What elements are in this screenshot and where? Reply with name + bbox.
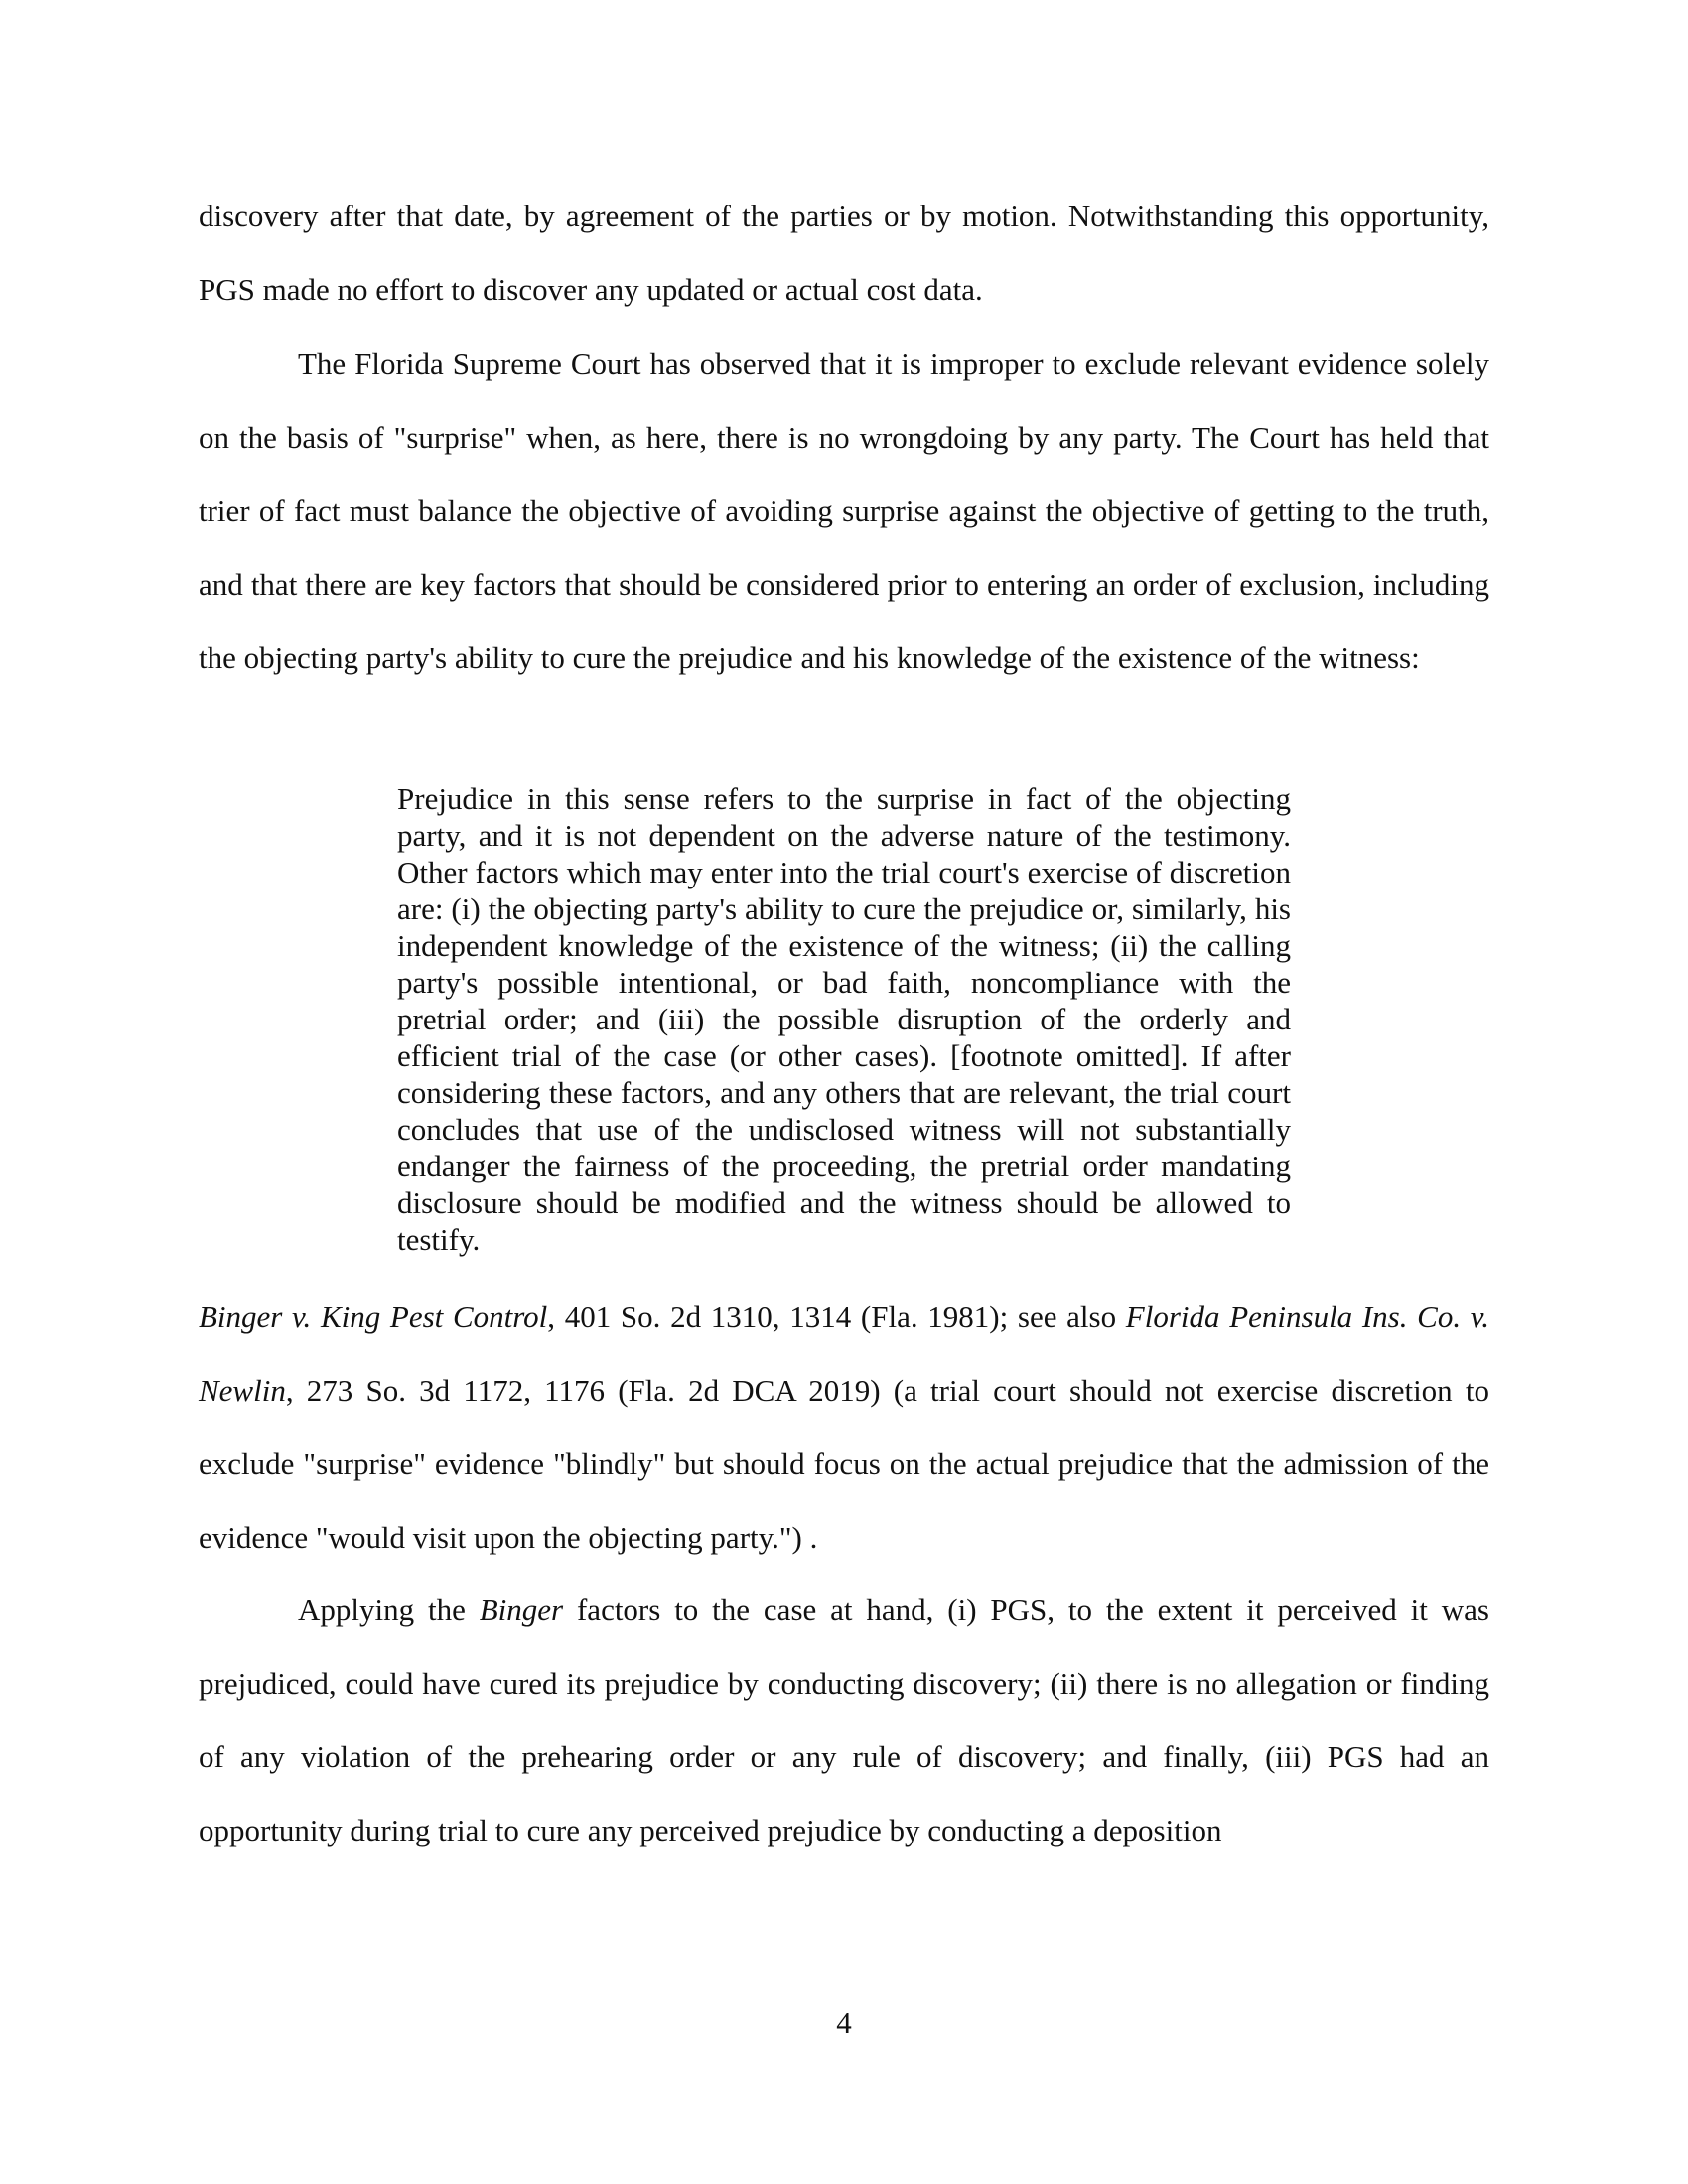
case-name-newlin: Florida Peninsula Ins. Co. v. Newlin bbox=[199, 1299, 1490, 1408]
page-number: 4 bbox=[836, 2005, 852, 2040]
paragraph-discovery: discovery after that date, by agreement of the parties or by motion. Notwithstanding this opportunity, PGS made no effort to discover any updated or actual cost data. bbox=[199, 199, 1489, 307]
paragraph-citation bbox=[199, 1281, 1489, 1574]
applying-text-before: Applying the bbox=[298, 1592, 480, 1627]
paragraph-florida-supreme-court: The Florida Supreme Court has observed that it is improper to exclude relevant evidence solely on the basis of "surprise" when, as here, there is no wrongdoing by any party. The Court has held that trier of fact must balance the objective of avoiding surprise against the objective of getting to the truth, and that there are key factors that should be considered prior to entering an order of exclusion, including the objecting party's ability to cure the prejudice and his knowledge of the existence of the witness: bbox=[199, 346, 1489, 675]
paragraph-applying-binger bbox=[199, 1573, 1489, 1867]
block-quote-binger: Prejudice in this sense refers to the surprise in fact of the objecting party, and it is not dependent on the adverse nature of the testimony. Other factors which may enter into the trial court's exercise of discretion are: (i) the objecting party's ability to cure the prejudice or, similarly, his independent knowledge of the existence of the witness; (ii) the calling party's possible intentional, or bad faith, noncompliance with the pretrial order; and (iii) the possible disruption of the orderly and efficient trial of the case (or other cases). [footnote omitted]. If after considering these factors, and any others that are relevant, the trial court concludes that use of the undisclosed witness will not substantially endanger the fairness of the proceeding, the pretrial order mandating disclosure should be modified and the witness should be allowed to testify. bbox=[397, 781, 1291, 1257]
applying-text-after: factors to the case at hand, (i) PGS, to the extent it perceived it was prejudiced, could have cured its prejudice by conducting discovery; (ii) there is no allegation or finding of any violation of the prehearing order or any rule of discovery; and finally, (iii) PGS had an opportunity during trial to cure any perceived prejudice by conducting a deposition bbox=[199, 1592, 1489, 1847]
case-name-binger-inline: Binger bbox=[479, 1592, 564, 1627]
case-name-binger: Binger v. King Pest Control bbox=[199, 1299, 548, 1334]
citation-text-1: , 401 So. 2d 1310, 1314 (Fla. 1981); see also bbox=[547, 1299, 1126, 1334]
citation-text-2: , 273 So. 3d 1172, 1176 (Fla. 2d DCA 2019) (a trial court should not exercise discretion to exclude "surprise" evidence "blindly" but should focus on the actual prejudice that the admission of the evidence "would visit upon the objecting party.") . bbox=[199, 1373, 1489, 1555]
